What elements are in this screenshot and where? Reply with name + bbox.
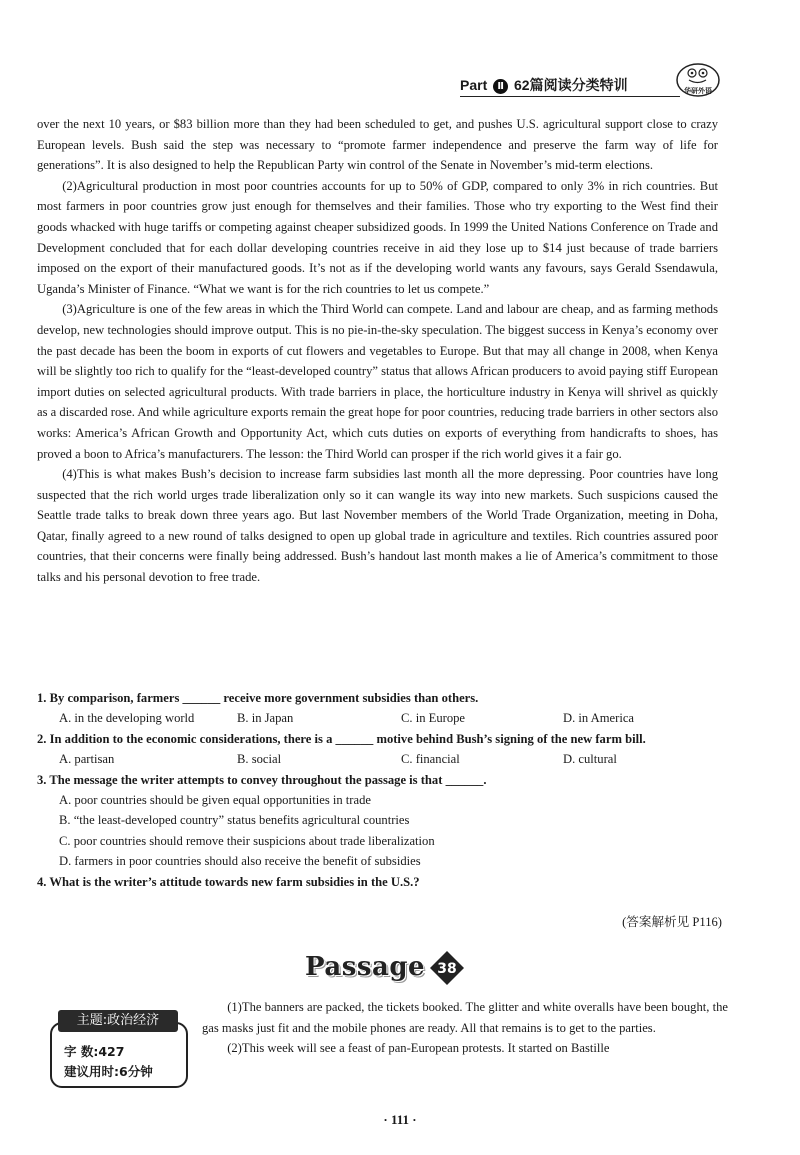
- question-stem: 3. The message the writer attempts to convey throughout the passage is that ______.: [37, 772, 487, 787]
- option-a: A. poor countries should be given equal opportunities in trade: [59, 793, 371, 808]
- option-c: C. financial: [401, 752, 460, 767]
- question-2: [37, 729, 727, 770]
- paragraph-1: (1)The banners are packed, the tickets booked. The glitter and white overalls have been bought, the gas masks just fit and the mobile phones are ready. All that remains is to get to the parties.: [202, 1000, 728, 1035]
- page-number: · 111 ·: [383, 1112, 417, 1127]
- theme-info-box: [50, 1010, 188, 1086]
- paragraph-1: over the next 10 years, or $83 billion more than they had been scheduled to get, and pushes U.S. agricultural support close to crazy European levels. Bush said the step was necessary to “promote farmer independence and preserve the farm way of life for generations”. It is also designed to help the Republican Party win control of the Senate in November’s mid-term elections.: [37, 117, 718, 173]
- header-title: [460, 75, 628, 95]
- option-c: C. in Europe: [401, 711, 466, 726]
- paragraph-2: (2)Agricultural production in most poor countries accounts for up to 50% of GDP, compared to only 3% in rich countries. But most farmers in poor countries grow just enough for themselves and their families. Those who try exporting to the West find their goods whacked with huge tariffs or competing against cheaper subsidized goods. In 1999 the United Nations Conference on Trade and Development concluded that for each dollar developing countries receive in aid they lose up to $14 just because of trade barriers imposed on the export of their manufactured goods. It’s not as if the developing world wants any favours, says Gerald Ssendawula, Uganda’s Minister of Finance. “What we want is for the rich countries to let us compete.”: [37, 178, 718, 296]
- option-d: D. cultural: [563, 752, 617, 767]
- logo-text: 华研外语: [684, 87, 712, 95]
- option-b: B. social: [237, 752, 282, 767]
- question-stem: 1. By comparison, farmers ______ receive more government subsidies than others.: [37, 691, 479, 705]
- frog-logo-icon: [672, 62, 722, 98]
- answer-reference: (答案解析见 P116): [622, 915, 722, 929]
- suggested-time: 建议用时:6分钟: [64, 1064, 153, 1079]
- option-d: D. in America: [563, 711, 634, 726]
- option-c: C. poor countries should remove their suspicions about trade liberalization: [59, 833, 435, 848]
- question-1: [37, 688, 727, 729]
- passage-number-badge: [429, 950, 465, 986]
- passage-banner: [305, 950, 465, 990]
- passage-word: Passage: [305, 952, 426, 982]
- option-a: A. in the developing world: [59, 711, 195, 726]
- header-rule: [460, 96, 680, 97]
- paragraph-4: (4)This is what makes Bush’s decision to increase farm subsidies last month all the more depressing. Poor countries have long suspected that the rich world urges trade liberalization only so it can wangle its way into new markets. Such suspicions caused the Seattle trade talks to break down three years ago. But last November members of the World Trade Organization, meeting in Doha, Qatar, finally agreed to a new round of talks designed to open up global trade in agriculture and textiles. Rich countries assured poor countries, that their concerns were finally being addressed. Bush’s handout last month makes a lie of America’s commitment to those talks and his personal devotion to free trade.: [37, 467, 718, 585]
- passage-38-body: [202, 997, 728, 1059]
- option-b: B. “the least-developed country” status benefits agricultural countries: [59, 813, 410, 828]
- word-count: 字 数:427: [64, 1044, 125, 1059]
- paragraph-2: (2)This week will see a feast of pan-European protests. It started on Bastille: [227, 1041, 610, 1056]
- option-b: B. in Japan: [237, 711, 294, 726]
- part-label: Part: [460, 77, 488, 93]
- option-d: D. farmers in poor countries should also receive the benefit of subsidies: [59, 854, 421, 869]
- section-title: 62篇阅读分类特训: [514, 77, 628, 93]
- question-3: [37, 770, 727, 872]
- question-list: [37, 688, 727, 892]
- option-row: [37, 708, 727, 728]
- passage-number: 38: [437, 961, 457, 977]
- question-stem: 2. In addition to the economic considerations, there is a ______ motive behind Bush’s signing of the new farm bill.: [37, 731, 646, 746]
- option-row: [37, 749, 727, 769]
- option-a: A. partisan: [59, 752, 115, 767]
- passage-37-body: [37, 114, 718, 588]
- question-stem: 4. What is the writer’s attitude towards new farm subsidies in the U.S.?: [37, 874, 420, 889]
- theme-title: 主题:政治经济: [58, 1010, 178, 1032]
- paragraph-3: (3)Agriculture is one of the few areas in which the Third World can compete. Land and labour are cheap, and as farming methods develop, new technologies should improve output. This is no pie-in-the-sky speculation. The biggest success in Kenya’s economy over the past decade has been the boom in exports of cut flowers and vegetables to Europe. But that may all change in 2008, when Kenya will be slightly too rich to qualify for the “least-developed country” status that allows African producers to avoid paying stiff European import duties on selected agricultural products. With trade barriers in place, the horticulture industry in Kenya will shrivel as quickly as a discarded rose. And while agriculture exports remain the great hope for poor countries, reducing trade barriers in other sectors also works: America’s African Growth and Opportunity Act, which cuts duties on exports of everything from handicrafts to shoes, has proved a boon to Africa’s manufacturers. The lesson: the Third World can prosper if the rich world gives it a fair go.: [37, 302, 718, 461]
- question-4: [37, 872, 727, 892]
- page-header: [460, 62, 730, 98]
- part-number-badge: Ⅱ: [493, 79, 508, 94]
